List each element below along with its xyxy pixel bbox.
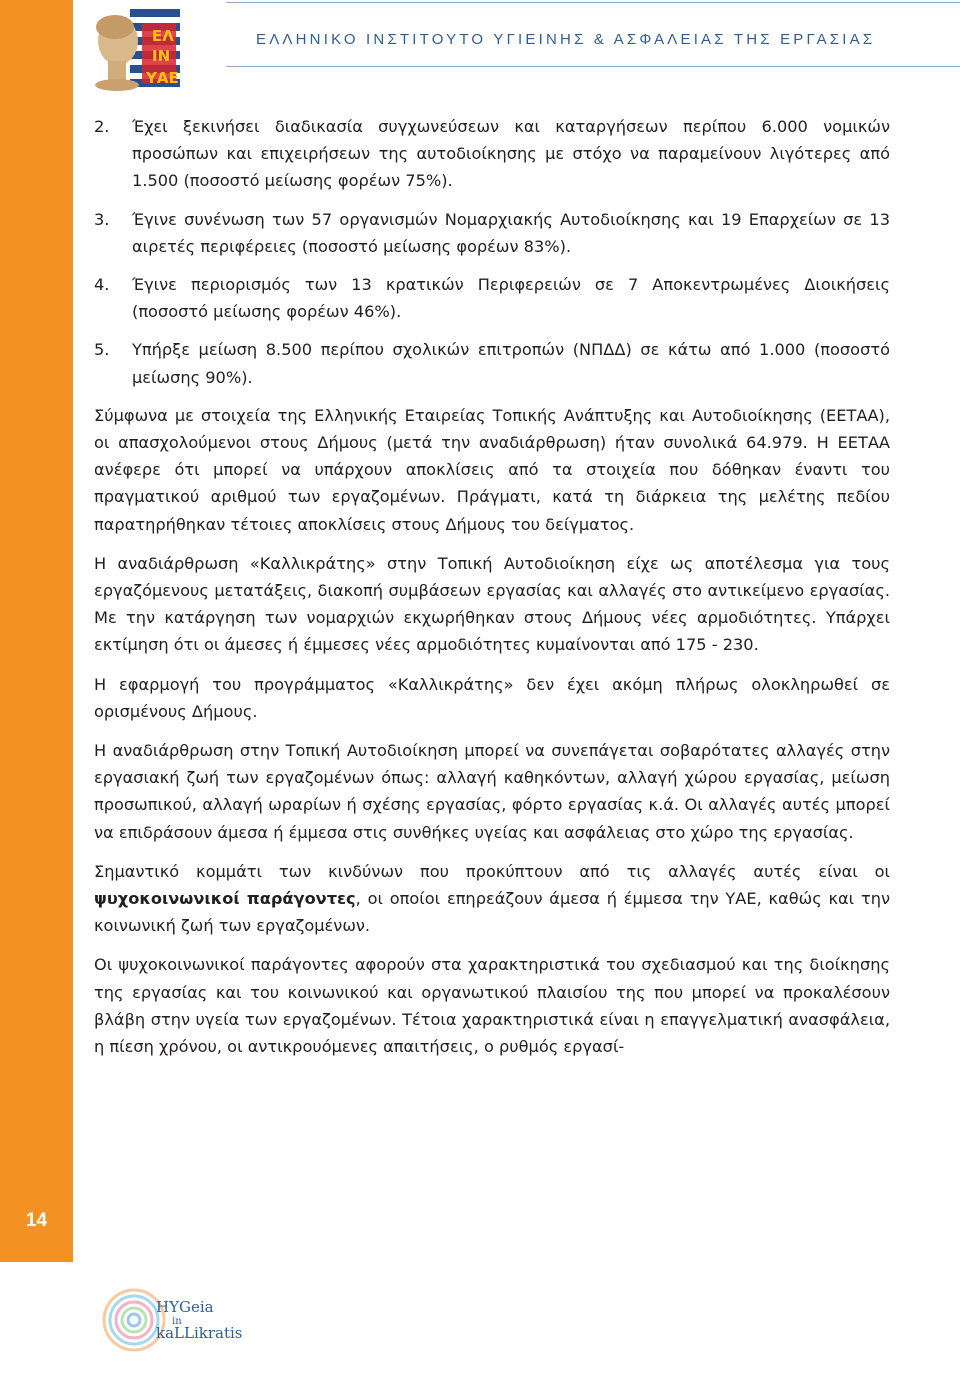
paragraph-eetaa-data: Σύμφωνα με στοιχεία της Ελληνικής Εταιρείας Τοπικής Ανάπτυξης και Αυτοδιοίκησης (ΕΕΤΑΑ), οι απασχολούμενοι στους Δήμους (μετά την αναδιάρθρωση) ήταν συνολικά 64.979. Η ΕΕΤΑΑ ανέφερε ότι μπορεί να υπάρχουν αποκλίσεις από τα στοιχεία που δόθηκαν έναντι του πραγματικού αριθμού των εργαζομένων. Πράγματι, κατά τη διάρκεια της μελέτης πεδίου παρατηρήθηκαν τέτοιες αποκλίσεις στους Δήμους του δείγματος. — [94, 405, 890, 534]
paragraph-psychosocial-factors — [94, 858, 890, 940]
svg-text:ΕΛ: ΕΛ — [152, 27, 174, 45]
paragraph-implementation: Η εφαρμογή του προγράμματος «Καλλικράτης» δεν έχει ακόμη πλήρως ολοκληρωθεί σε ορισμένους Δήμους. — [94, 674, 890, 721]
list-item-text: Έχει ξεκινήσει διαδικασία συγχωνεύσεων και καταργήσεων περίπου 6.000 νομικών προσώπων και επιχειρήσεων της αυτοδιοίκησης με στόχο να παραμείνουν λιγότερες από 1.500 (ποσοστό μείωσης φορέων 75%). — [132, 117, 890, 191]
list-item — [94, 271, 890, 325]
svg-text:ΥΑΕ: ΥΑΕ — [146, 69, 179, 87]
header-rule-top — [226, 2, 960, 3]
footer-logo-line2: in — [172, 1316, 182, 1327]
numbered-list — [94, 113, 890, 391]
list-item-text: Έγινε περιορισμός των 13 κρατικών Περιφερειών σε 7 Αποκεντρωμένες Διοικήσεις (ποσοστό μείωσης φορέων 46%). — [132, 275, 890, 322]
footer-logo-line1: HYGeia — [156, 1298, 214, 1316]
paragraph-text: Σημαντικό κομμάτι των κινδύνων που προκύπτουν από τις αλλαγές αυτές είναι οι — [94, 861, 890, 881]
page-number: 14 — [25, 1210, 48, 1231]
institute-logo — [88, 3, 198, 93]
page-number-tab — [0, 1180, 73, 1262]
header-title: ΕΛΛΗΝΙΚΟ ΙΝΣΤΙΤΟΥΤΟ ΥΓΙΕΙΝΗΣ & ΑΣΦΑΛΕΙΑΣ ΤΗΣ ΕΡΓΑΣΙΑΣ — [256, 31, 876, 48]
list-item-text: Υπήρξε μείωση 8.500 περίπου σχολικών επιτροπών (ΝΠΔΔ) σε κάτω από 1.000 (ποσοστό μείωσης 90%). — [132, 340, 890, 387]
list-item — [94, 206, 890, 260]
header-rule-bottom — [226, 66, 960, 67]
list-item-number: 5. — [94, 340, 110, 360]
list-item-number: 2. — [94, 117, 110, 136]
bold-term: ψυχοκοινωνικοί παράγοντες — [94, 889, 356, 909]
page-content — [94, 113, 890, 1072]
list-item-number: 3. — [94, 209, 110, 229]
list-item — [94, 336, 890, 390]
list-item — [94, 113, 890, 195]
list-item-text: Έγινε συνένωση των 57 οργανισμών Νομαρχιακής Αυτοδιοίκησης και 19 Επαρχείων σε 13 αιρετές περιφέρειες (ποσοστό μείωσης φορέων 83%). — [132, 209, 890, 256]
hygeia-in-kallikratis-logo — [100, 1272, 250, 1367]
list-item-number: 4. — [94, 275, 110, 295]
footer-logo-line3: kaLLikratis — [156, 1324, 243, 1342]
paragraph-psychosocial-definition: Οι ψυχοκοινωνικοί παράγοντες αφορούν στα χαρακτηριστικά του σχεδιασμού και της διοίκησης της εργασίας και του κοινωνικού και οργανωτικού πλαισίου της που μπορεί να προκαλέσουν βλάβη στην υγεία των εργαζομένων. Τέτοια χαρακτηριστικά είναι η επαγγελματική ανασφάλεια, η πίεση χρόνου, οι αντικρουόμενες απαιτήσεις, ο ρυθμός εργασί- — [94, 955, 890, 1057]
paragraph-work-changes: Η αναδιάρθρωση στην Τοπική Αυτοδιοίκηση μπορεί να συνεπάγεται σοβαρότατες αλλαγές στην εργασιακή ζωή των εργαζομένων όπως: αλλαγή καθηκόντων, αλλαγή χώρου εργασίας, μείωση προσωπικού, αλλαγή ωραρίων ή σχέσης εργασίας, φόρτο εργασίας κ.ά. Οι αλλαγές αυτές μπορεί να επιδράσουν άμεσα ή έμμεσα στις συνθήκες υγείας και ασφάλειας στο χώρο της εργασίας. — [94, 741, 890, 842]
paragraph-text: , οι οποίοι επηρεάζουν άμεσα ή έμμεσα την ΥΑΕ, καθώς και την κοινωνική ζωή των εργαζομένων. — [94, 889, 890, 936]
paragraph-kallikratis-effects: Η αναδιάρθρωση «Καλλικράτης» στην Τοπική Αυτοδιοίκηση είχε ως αποτέλεσμα για τους εργαζόμενους μετατάξεις, διακοπή συμβάσεων εργασίας και αλλαγές στο αντικείμενο εργασίας. Με την κατάργηση των νομαρχιών εκχωρήθηκαν στους Δήμους νέες αρμοδιότητες. Υπάρχει εκτίμηση ότι οι άμεσες ή έμμεσες νέες αρμοδιότητες κυμαίνονται από 175 - 230. — [94, 553, 890, 655]
svg-text:ΙΝ: ΙΝ — [152, 47, 171, 65]
side-margin-bar — [0, 0, 73, 1262]
